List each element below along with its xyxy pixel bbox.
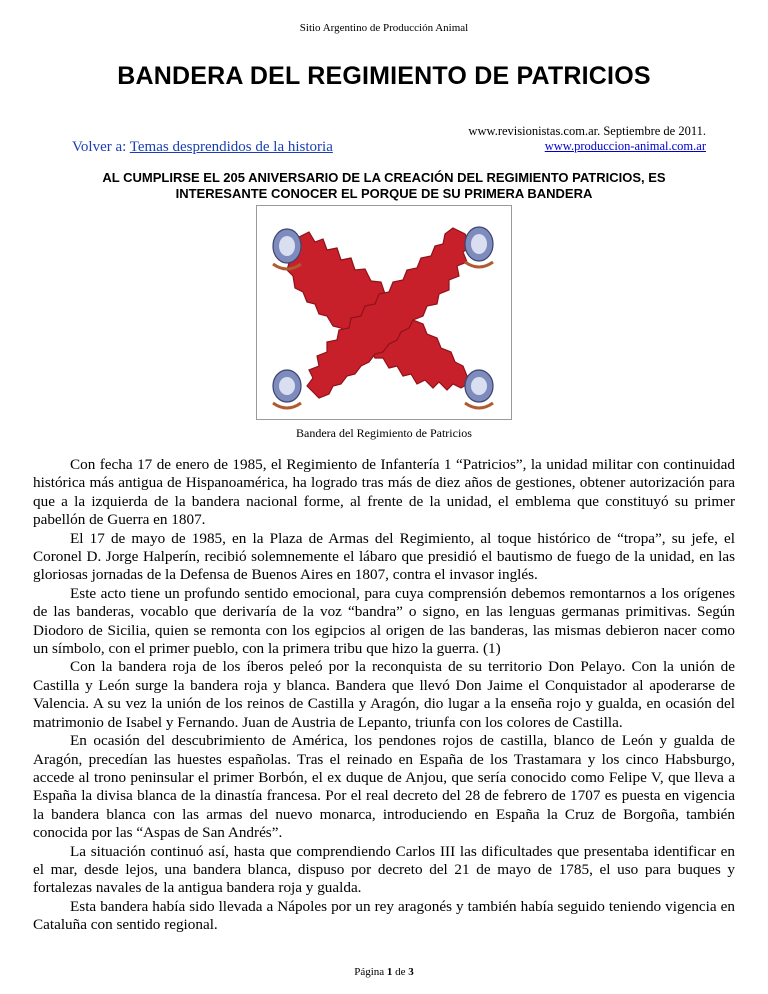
paragraph: En ocasión del descubrimiento de América, los pendones rojos de castilla, blanco de León y gualda de Aragón, precedían las huestes españolas. Tras el reinado en España de los Trastamara y los cinco Habsburgo, accede al trono peninsular el primer Borbón, el ex duque de Anjou, que sería conocido como Felipe V, que lleva a España la divisa blanca de la dinastía francesa. Por el real decreto del 28 de febrero de 1707 es puesta en vigencia la bandera blanca con las armas del nuevo monarca, introduciendo en España la Cruz de Borgoña, también conocida por las “Aspas de San Andrés”. [33, 732, 735, 842]
paragraph: Esta bandera había sido llevada a Nápoles por un rey aragonés y también había seguido teniendo vigencia en Cataluña con sentido regional. [33, 897, 735, 934]
produccion-animal-link[interactable]: www.produccion-animal.com.ar [544, 139, 706, 153]
paragraph: Con fecha 17 de enero de 1985, el Regimiento de Infantería 1 “Patricios”, la unidad militar con continuidad histórica más antigua de Hispanoamérica, ha logrado tras más de diez años de gestiones, obtener autorización para que a la izquierda de la bandera nacional forme, al frente de la unidad, el emblema que constituyó su primer pabellón de Guerra en 1807. [33, 456, 735, 529]
page-title: BANDERA DEL REGIMIENTO DE PATRICIOS [117, 62, 651, 90]
emblem-top-right [465, 227, 493, 267]
figure-caption: Bandera del Regimiento de Patricios [296, 426, 472, 440]
current-page: 1 [386, 966, 393, 978]
footer-prefix: Página [354, 966, 387, 978]
footer-middle: de [392, 966, 409, 978]
burgundy-cross [285, 228, 471, 398]
flag-image [256, 205, 512, 420]
article-body [33, 456, 735, 935]
temas-historia-link[interactable]: Temas desprendidos de la historia [129, 139, 333, 155]
paragraph: La situación continuó así, hasta que comprendiendo Carlos III las dificultades que presentaba identificar en el mar, desde lejos, una bandera blanca, dispuso por decreto del 21 de mayo de 1785, el uso para buques y fortalezas navales de la antigua bandera roja y gualda. [33, 842, 735, 897]
site-header: Sitio Argentino de Producción Animal [299, 22, 469, 34]
paragraph: Este acto tiene un profundo sentido emocional, para cuya comprensión debemos remontarnos a los orígenes de las banderas, vocablo que derivaría de la voz “bandra” o signo, en las lenguas germanas primitivas. Según Diodoro de Sicilia, quien se remonta con los egipcios al origen de las banderas, las mismas debieron nacer como un símbolo, con el primer pueblo, con la primera tribu que hizo la guerra. (1) [33, 584, 735, 658]
subtitle: AL CUMPLIRSE EL 205 ANIVERSARIO DE LA CREACIÓN DEL REGIMIENTO PATRICIOS, ES INTERESANTE CONOCER EL PORQUE DE SU PRIMERA BANDERA [102, 170, 666, 201]
emblem-bottom-right [465, 370, 493, 408]
volver-prefix: Volver a: [72, 139, 130, 155]
volver-nav [72, 139, 333, 156]
total-pages: 3 [408, 966, 414, 978]
paragraph: Con la bandera roja de los íberos peleó por la reconquista de su territorio Don Pelayo. Con la unión de Castilla y León surge la bandera roja y blanca. Bandera que llevó Don Jaime el Conquistador al apoderarse de Valencia. A su vez la unión de los reinos de Castilla y Aragón, dio lugar a la enseña rojo y gualda, en ocasión del matrimonio de Isabel y Fernando. Juan de Austria de Lepanto, triunfa con los colores de Castilla. [33, 658, 735, 731]
paragraph: El 17 de mayo de 1985, en la Plaza de Armas del Regimiento, al toque histórico de “tropa”, su jefe, el Coronel D. Jorge Halperín, recibió solemnemente el lábaro que presidió el bautismo de fuego de la unidad, en las gloriosas jornadas de la Defensa de Buenos Aires en 1807, contra el invasor inglés. [33, 529, 735, 584]
emblem-bottom-left [273, 370, 301, 408]
flag-illustration [257, 206, 511, 419]
source-info [468, 124, 706, 154]
source-line: www.revisionistas.com.ar. Septiembre de 2011. [468, 124, 706, 138]
page-footer [0, 966, 768, 978]
